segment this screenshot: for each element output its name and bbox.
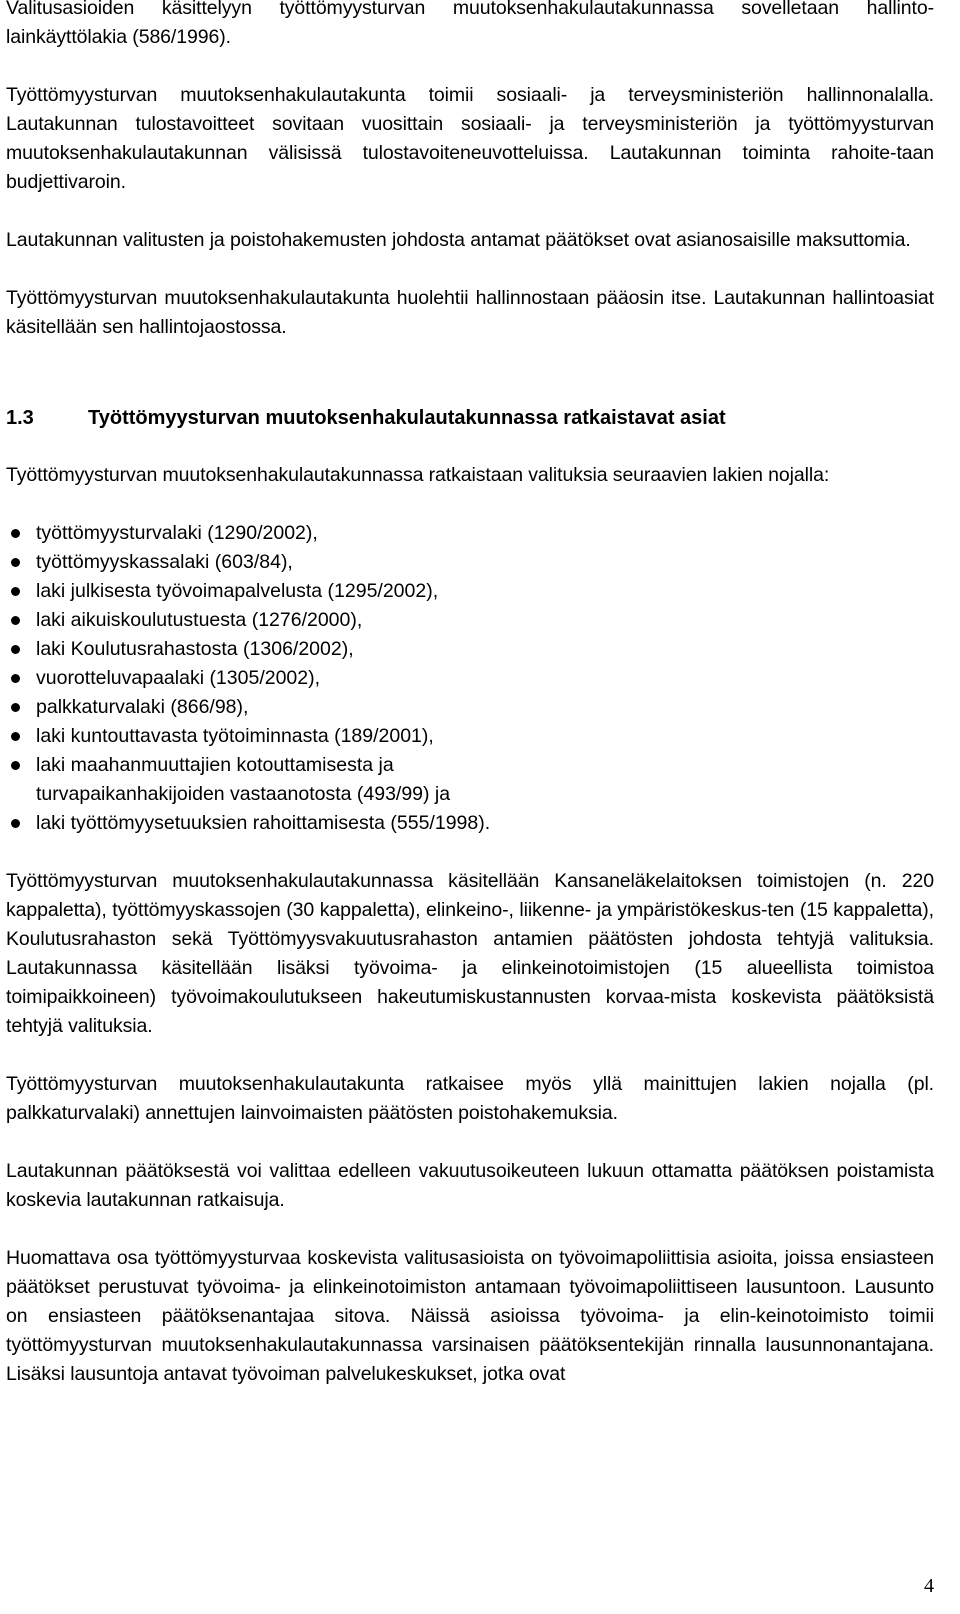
paragraph-intro: Valitusasioiden käsittelyyn työttömyysturvan muutoksenhakulautakunnassa sovelletaan hallinto-lainkäyttölakia (586/1996). bbox=[6, 0, 934, 48]
bullet-icon bbox=[11, 761, 20, 770]
bullet-icon bbox=[11, 587, 20, 596]
paragraph-ministry: Työttömyysturvan muutoksenhakulautakunta toimii sosiaali- ja terveysministeriön hallinnonalalla. Lautakunnan tulostavoitteet sovitaan vuosittain sosiaali- ja terveysministeriön ja työttömyysturvan muutoksenhakulautakunnan välisissä tulostavoiteneuvotteluissa. Lautakunnan toiminta rahoite-taan budjettivaroin. bbox=[6, 84, 934, 193]
list-item: palkkaturvalaki (866/98), bbox=[6, 693, 934, 722]
paragraph-removal-applications: Työttömyysturvan muutoksenhakulautakunta ratkaisee myös yllä mainittujen lakien nojalla (pl. palkkaturvalaki) annettujen lainvoimaisten päätösten poistohakemuksia. bbox=[6, 1073, 934, 1124]
bullet-icon bbox=[11, 529, 20, 538]
paragraph-administration: Työttömyysturvan muutoksenhakulautakunta huolehtii hallinnostaan pääosin itse. Lautakunnan hallintoasiat käsitellään sen hallintojaostossa. bbox=[6, 287, 934, 338]
list-item: laki julkisesta työvoimapalvelusta (1295/2002), bbox=[6, 577, 934, 606]
list-item: laki työttömyysetuuksien rahoittamisesta (555/1998). bbox=[6, 809, 934, 838]
bullet-icon bbox=[11, 674, 20, 683]
bullet-icon bbox=[11, 732, 20, 741]
paragraph-fees: Lautakunnan valitusten ja poistohakemusten johdosta antamat päätökset ovat asianosaisille maksuttomia. bbox=[6, 229, 911, 251]
section-title: Työttömyysturvan muutoksenhakulautakunnassa ratkaistavat asiat bbox=[88, 407, 726, 429]
list-item: laki kuntouttavasta työtoiminnasta (189/2001), bbox=[6, 722, 934, 751]
section-number: 1.3 bbox=[6, 407, 34, 429]
document-page bbox=[6, 0, 934, 1389]
list-item: työttömyyskassalaki (603/84), bbox=[6, 548, 934, 577]
bullet-icon bbox=[11, 819, 20, 828]
laws-list bbox=[6, 519, 934, 838]
bullet-icon bbox=[11, 558, 20, 567]
list-item: työttömyysturvalaki (1290/2002), bbox=[6, 519, 934, 548]
section-heading bbox=[6, 404, 934, 433]
paragraph-appeal-sources: Työttömyysturvan muutoksenhakulautakunnassa käsitellään Kansaneläkelaitoksen toimistojen (n. 220 kappaletta), työttömyyskassojen (30 kappaletta), elinkeino-, liikenne- ja ympäristökeskus-ten (15 kappaletta), Koulutusrahaston sekä Työttömyysvakuutusrahaston antamien päätösten johdosta tehtyjä valituksia. Lautakunnassa käsitellään lisäksi työvoima- ja elinkeinotoimistojen (15 alueellista toimistoa toimipaikkoineen) työvoimakoulutukseen hakeutumiskustannusten korvaa-mista koskevista päätöksistä tehtyjä valituksia. bbox=[6, 870, 934, 1037]
bullet-icon bbox=[11, 616, 20, 625]
paragraph-lead: Työttömyysturvan muutoksenhakulautakunnassa ratkaistaan valituksia seuraavien lakien nojalla: bbox=[6, 464, 830, 486]
page-number: 4 bbox=[924, 1575, 934, 1597]
list-item: laki aikuiskoulutustuesta (1276/2000), bbox=[6, 606, 934, 635]
paragraph-labour-policy: Huomattava osa työttömyysturvaa koskevista valitusasioista on työvoimapoliittisia asioita, joissa ensiasteen päätökset perustuvat työvoima- ja elinkeinotoimiston antamaan työvoimapoliittiseen lausuntoon. Lausunto on ensiasteen päätöksenantajaa sitova. Näissä asioissa työvoima- ja elin-keinotoimisto toimii työttömyysturvan muutoksenhakulautakunnassa varsinaisen päätöksentekijän rinnalla lausunnonantajana. Lisäksi lausuntoja antavat työvoiman palvelukeskukset, jotka ovat bbox=[6, 1247, 934, 1385]
list-item: laki maahanmuuttajien kotouttamisesta ja turvapaikanhakijoiden vastaanotosta (493/99) ja bbox=[6, 751, 556, 809]
paragraph-further-appeal: Lautakunnan päätöksestä voi valittaa edelleen vakuutusoikeuteen lukuun ottamatta päätöksen poistamista koskevia lautakunnan ratkaisuja. bbox=[6, 1160, 934, 1211]
list-item: vuorotteluvapaalaki (1305/2002), bbox=[6, 664, 934, 693]
bullet-icon bbox=[11, 703, 20, 712]
list-item: laki Koulutusrahastosta (1306/2002), bbox=[6, 635, 934, 664]
bullet-icon bbox=[11, 645, 20, 654]
